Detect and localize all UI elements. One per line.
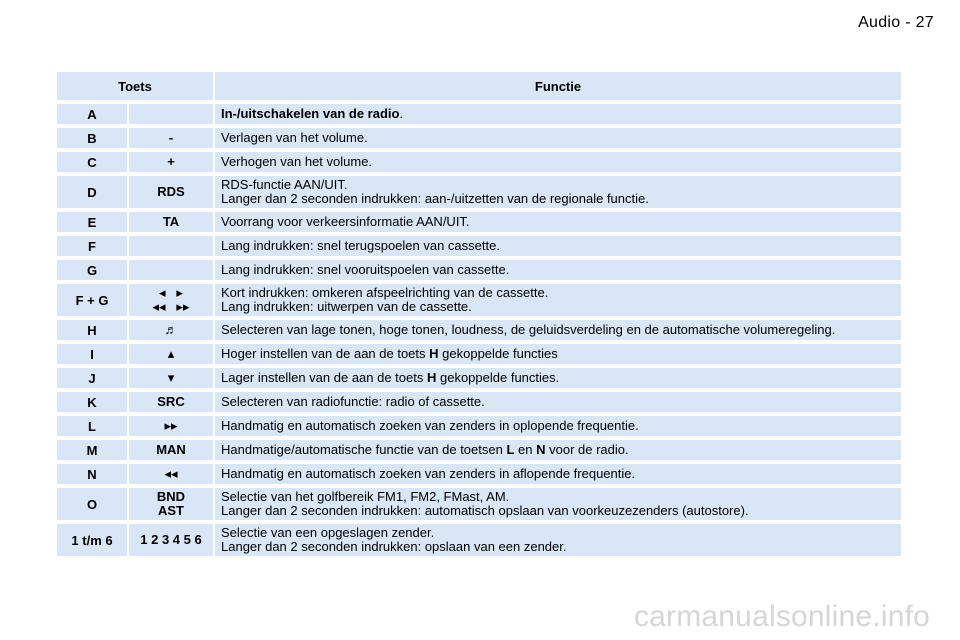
key-symbol: [127, 152, 213, 172]
function-description: [213, 368, 901, 388]
function-text: Handmatig en automatisch zoeken van zenders in oplopende frequentie.: [221, 418, 639, 433]
function-description: [213, 236, 901, 256]
function-text-bold: L: [506, 442, 515, 457]
key-letter: B: [57, 128, 127, 148]
function-line: [221, 540, 895, 554]
table-row: [57, 524, 901, 556]
key-symbol-line: ▴: [167, 346, 175, 361]
function-text: Verhogen van het volume.: [221, 154, 373, 169]
key-symbol: [127, 416, 213, 436]
key-letter: L: [57, 416, 127, 436]
key-symbol-line: ◂◂: [164, 466, 178, 481]
key-symbol-line: -: [168, 130, 174, 145]
function-line: [221, 347, 895, 361]
function-description: [213, 488, 901, 520]
table-row: [57, 464, 901, 484]
key-symbol-line: AST: [158, 503, 184, 518]
table-body: [57, 104, 901, 556]
table-row: [57, 320, 901, 340]
function-description: [213, 320, 901, 340]
function-description: [213, 392, 901, 412]
key-symbol-line: ◂◂ ▸▸: [152, 299, 190, 314]
function-description: [213, 464, 901, 484]
function-text: Selecteren van radiofunctie: radio of cassette.: [221, 394, 485, 409]
key-letter: M: [57, 440, 127, 460]
function-text: gekoppelde functies: [438, 346, 558, 361]
key-symbol: [127, 128, 213, 148]
key-symbol-line: RDS: [157, 184, 185, 199]
function-description: [213, 260, 901, 280]
function-text: Hoger instellen van de aan de toets: [221, 346, 430, 361]
function-text: Langer dan 2 seconden indrukken: automatisch opslaan van voorkeuzezenders (autostore).: [221, 503, 749, 518]
key-symbol: [127, 284, 213, 316]
key-letter: D: [57, 176, 127, 208]
function-text-bold: H: [429, 346, 439, 361]
function-text: Verlagen van het volume.: [221, 130, 368, 145]
key-symbol-line: ▸▸: [164, 418, 178, 433]
column-header-key: Toets: [57, 72, 213, 100]
function-line: [221, 263, 895, 277]
key-letter: C: [57, 152, 127, 172]
page-title: Audio - 27: [858, 14, 934, 31]
function-description: [213, 416, 901, 436]
function-description: [213, 524, 901, 556]
table-row: [57, 284, 901, 316]
function-line: [221, 215, 895, 229]
function-text: Langer dan 2 seconden indrukken: aan-/uitzetten van de regionale functie.: [221, 191, 649, 206]
column-header-function: Functie: [213, 72, 901, 100]
function-text: Selectie van een opgeslagen zender.: [221, 525, 435, 540]
function-text: Selectie van het golfbereik FM1, FM2, FMast, AM.: [221, 489, 510, 504]
function-line: [221, 504, 895, 518]
function-line: [221, 323, 895, 337]
function-description: [213, 104, 901, 124]
function-text-bold: In-/uitschakelen van de radio: [221, 106, 400, 121]
function-text: Lang indrukken: snel vooruitspoelen van cassette.: [221, 262, 510, 277]
table-row: [57, 176, 901, 208]
table-row: [57, 488, 901, 520]
function-description: [213, 212, 901, 232]
key-symbol: [127, 464, 213, 484]
audio-key-table: [57, 68, 901, 560]
function-line: [221, 286, 895, 300]
function-text: gekoppelde functies.: [436, 370, 560, 385]
function-text: Selecteren van lage tonen, hoge tonen, loudness, de geluidsverdeling en de automatische volumeregeling.: [221, 322, 836, 337]
function-line: [221, 419, 895, 433]
key-symbol-line: TA: [162, 214, 180, 229]
table-row: [57, 416, 901, 436]
function-line: [221, 443, 895, 457]
key-symbol-line: MAN: [156, 442, 186, 457]
table-row: [57, 152, 901, 172]
key-letter: J: [57, 368, 127, 388]
key-symbol: [127, 320, 213, 340]
function-description: [213, 128, 901, 148]
table-row: [57, 344, 901, 364]
key-symbol-line: ♬: [164, 322, 178, 337]
function-text: Kort indrukken: omkeren afspeelrichting van de cassette.: [221, 285, 549, 300]
key-symbol: [127, 344, 213, 364]
key-symbol: [127, 104, 213, 124]
key-letter: I: [57, 344, 127, 364]
key-symbol: [127, 260, 213, 280]
function-text: en: [514, 442, 537, 457]
key-symbol: [127, 392, 213, 412]
table-row: [57, 368, 901, 388]
key-symbol-line: ◂ ▸: [159, 285, 183, 300]
function-line: [221, 155, 895, 169]
function-description: [213, 344, 901, 364]
key-symbol: [127, 368, 213, 388]
function-text: RDS-functie AAN/UIT.: [221, 177, 348, 192]
function-text: Lang indrukken: uitwerpen van de cassette.: [221, 299, 472, 314]
table-header-row: [57, 72, 901, 100]
key-symbol: [127, 488, 213, 520]
key-symbol-line: 1 2 3 4 5 6: [140, 532, 202, 547]
function-text: Langer dan 2 seconden indrukken: opslaan van een zender.: [221, 539, 567, 554]
table-row: [57, 212, 901, 232]
table-row: [57, 260, 901, 280]
function-text: voor de radio.: [545, 442, 629, 457]
key-letter: F: [57, 236, 127, 256]
key-symbol: [127, 176, 213, 208]
function-description: [213, 152, 901, 172]
function-line: [221, 371, 895, 385]
function-line: [221, 239, 895, 253]
key-letter: F + G: [57, 284, 127, 316]
function-text: Lager instellen van de aan de toets: [221, 370, 427, 385]
function-line: [221, 395, 895, 409]
function-line: [221, 490, 895, 504]
table-row: [57, 440, 901, 460]
function-text-bold: H: [426, 370, 437, 385]
function-text: .: [399, 106, 404, 121]
key-symbol: [127, 440, 213, 460]
function-line: [221, 131, 895, 145]
key-letter: O: [57, 488, 127, 520]
key-symbol: [127, 236, 213, 256]
key-symbol-line: +: [167, 154, 175, 169]
key-letter: G: [57, 260, 127, 280]
table-row: [57, 236, 901, 256]
watermark: carmanualsonline.info: [633, 600, 930, 633]
function-line: [221, 467, 895, 481]
table-row: [57, 128, 901, 148]
function-description: [213, 440, 901, 460]
key-letter: A: [57, 104, 127, 124]
key-symbol-line: SRC: [157, 394, 185, 409]
key-symbol: [127, 212, 213, 232]
key-symbol-line: BND: [156, 489, 186, 504]
function-text-bold: N: [536, 442, 546, 457]
function-line: [221, 192, 895, 206]
key-symbol: [127, 524, 213, 556]
key-letter: 1 t/m 6: [57, 524, 127, 556]
key-letter: E: [57, 212, 127, 232]
function-text: Voorrang voor verkeersinformatie AAN/UIT.: [221, 214, 470, 229]
function-description: [213, 176, 901, 208]
key-letter: H: [57, 320, 127, 340]
key-symbol-line: ▾: [167, 370, 175, 385]
function-description: [213, 284, 901, 316]
function-line: [221, 178, 895, 192]
key-letter: N: [57, 464, 127, 484]
function-line: [221, 526, 895, 540]
function-line: [221, 300, 895, 314]
function-text: Handmatige/automatische functie van de toetsen: [221, 442, 507, 457]
function-text: Lang indrukken: snel terugspoelen van cassette.: [221, 238, 500, 253]
function-text: Handmatig en automatisch zoeken van zenders in aflopende frequentie.: [221, 466, 636, 481]
key-letter: K: [57, 392, 127, 412]
function-line: [221, 107, 895, 121]
table-row: [57, 104, 901, 124]
table-row: [57, 392, 901, 412]
